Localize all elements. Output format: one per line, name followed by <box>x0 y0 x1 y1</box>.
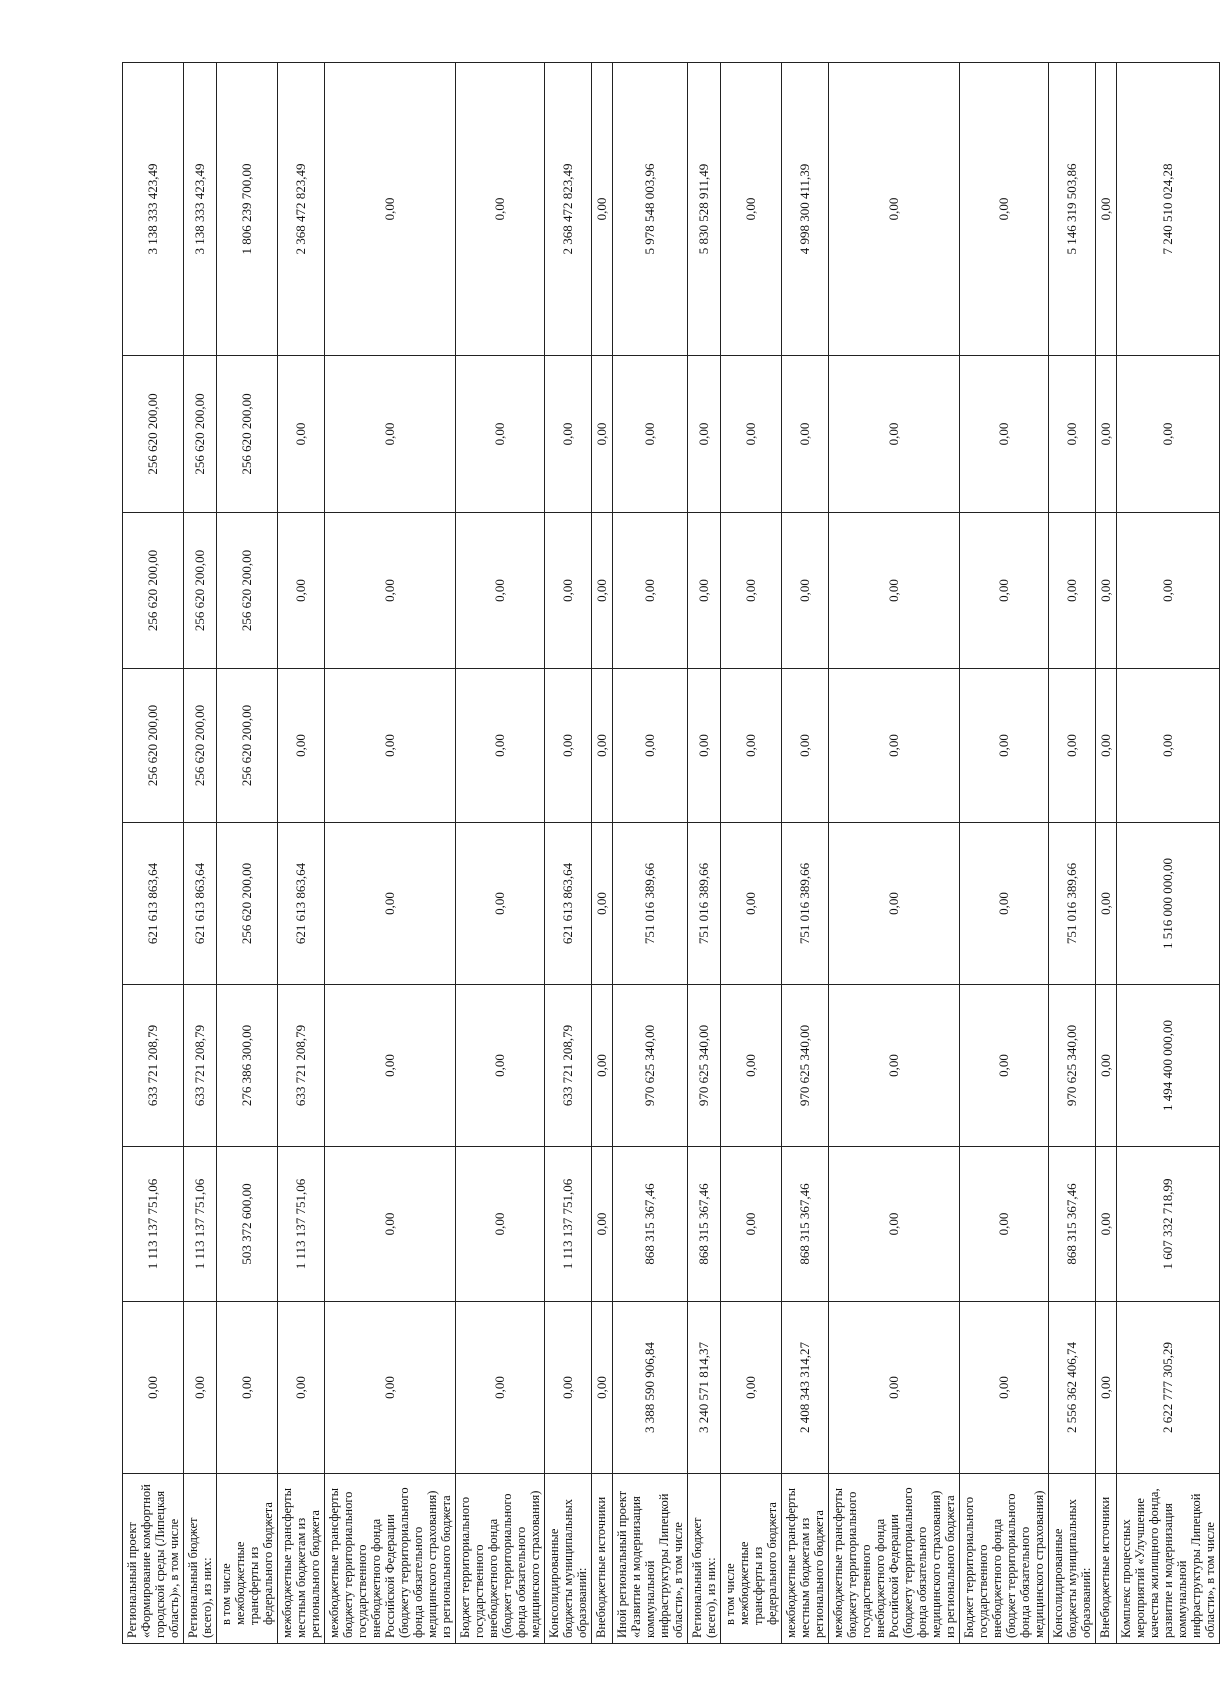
row-total-cell: 2 368 472 823,49 <box>278 63 325 356</box>
row-total-cell: 5 830 528 911,49 <box>688 63 721 356</box>
table-row <box>829 63 960 1644</box>
row-value-cell: 970 625 340,00 <box>782 985 829 1147</box>
row-value-cell: 2 556 362 406,74 <box>1049 1302 1096 1474</box>
row-label: Внебюджетные источники <box>1096 1474 1117 1644</box>
row-value-cell: 0,00 <box>829 985 960 1147</box>
row-value-cell: 0,00 <box>613 356 688 513</box>
row-value-cell: 0,00 <box>456 513 545 669</box>
row-value-cell: 0,00 <box>123 1302 184 1474</box>
row-value-cell: 0,00 <box>456 1302 545 1474</box>
row-label: межбюджетные трансферты бюджету территориального государственного внебюджетного фонда Российской Федерации (бюджету территориального фонда обязательного медицинского страхования) из регионального бюджета <box>325 1474 456 1644</box>
row-total-cell: 0,00 <box>592 63 613 356</box>
row-value-cell: 0,00 <box>592 356 613 513</box>
row-value-cell: 0,00 <box>960 669 1049 823</box>
row-total-cell: 7 240 510 024,28 <box>1117 63 1220 356</box>
row-value-cell: 0,00 <box>1117 513 1220 669</box>
row-value-cell: 0,00 <box>545 669 592 823</box>
row-value-cell: 0,00 <box>278 669 325 823</box>
table-row <box>123 63 184 1644</box>
row-value-cell: 0,00 <box>217 1302 278 1474</box>
row-value-cell: 0,00 <box>456 669 545 823</box>
row-value-cell: 0,00 <box>782 513 829 669</box>
row-label: Региональный бюджет (всего), из них: <box>184 1474 217 1644</box>
row-value-cell: 751 016 389,66 <box>782 823 829 985</box>
row-value-cell: 0,00 <box>1096 513 1117 669</box>
row-value-cell: 868 315 367,46 <box>613 1147 688 1302</box>
row-value-cell: 0,00 <box>325 356 456 513</box>
row-value-cell: 0,00 <box>960 1147 1049 1302</box>
row-value-cell: 0,00 <box>960 985 1049 1147</box>
table-row <box>960 63 1049 1644</box>
row-value-cell: 633 721 208,79 <box>184 985 217 1147</box>
row-value-cell: 1 113 137 751,06 <box>184 1147 217 1302</box>
row-value-cell: 0,00 <box>184 1302 217 1474</box>
row-value-cell: 0,00 <box>829 1302 960 1474</box>
row-value-cell: 970 625 340,00 <box>688 985 721 1147</box>
row-total-cell: 0,00 <box>721 63 782 356</box>
row-value-cell: 0,00 <box>1096 1302 1117 1474</box>
row-label: Бюджет территориального государственного внебюджетного фонда (бюджет территориального фонда обязательного медицинского страхования) <box>456 1474 545 1644</box>
row-value-cell: 0,00 <box>1096 1147 1117 1302</box>
row-value-cell: 0,00 <box>960 513 1049 669</box>
row-value-cell: 633 721 208,79 <box>123 985 184 1147</box>
row-value-cell: 0,00 <box>960 356 1049 513</box>
row-value-cell: 0,00 <box>325 985 456 1147</box>
row-value-cell: 0,00 <box>829 1147 960 1302</box>
row-total-cell: 0,00 <box>456 63 545 356</box>
table-row <box>613 63 688 1644</box>
row-value-cell: 0,00 <box>1117 356 1220 513</box>
row-value-cell: 1 607 332 718,99 <box>1117 1147 1220 1302</box>
row-label: Региональный бюджет (всего), из них: <box>688 1474 721 1644</box>
table-row <box>1117 63 1220 1644</box>
row-value-cell: 621 613 863,64 <box>278 823 325 985</box>
row-value-cell: 1 113 137 751,06 <box>123 1147 184 1302</box>
row-value-cell: 970 625 340,00 <box>1049 985 1096 1147</box>
row-value-cell: 0,00 <box>592 985 613 1147</box>
row-value-cell: 751 016 389,66 <box>613 823 688 985</box>
row-value-cell: 0,00 <box>688 356 721 513</box>
rotated-budget-table-page <box>122 63 1217 1644</box>
row-total-cell: 5 146 319 503,86 <box>1049 63 1096 356</box>
table-row <box>1049 63 1096 1644</box>
table-row <box>545 63 592 1644</box>
row-value-cell: 0,00 <box>829 513 960 669</box>
row-value-cell: 0,00 <box>1096 823 1117 985</box>
row-value-cell: 0,00 <box>456 985 545 1147</box>
row-value-cell: 633 721 208,79 <box>545 985 592 1147</box>
row-value-cell: 256 620 200,00 <box>123 669 184 823</box>
row-label: Консолидированные бюджеты муниципальных образований: <box>1049 1474 1096 1644</box>
row-value-cell: 0,00 <box>592 669 613 823</box>
row-value-cell: 503 372 600,00 <box>217 1147 278 1302</box>
row-value-cell: 0,00 <box>456 356 545 513</box>
row-value-cell: 0,00 <box>278 513 325 669</box>
row-label: межбюджетные трансферты местным бюджетам из регионального бюджета <box>782 1474 829 1644</box>
row-value-cell: 0,00 <box>829 356 960 513</box>
row-value-cell: 0,00 <box>545 513 592 669</box>
row-value-cell: 970 625 340,00 <box>613 985 688 1147</box>
row-value-cell: 256 620 200,00 <box>217 669 278 823</box>
row-value-cell: 868 315 367,46 <box>688 1147 721 1302</box>
row-value-cell: 1 494 400 000,00 <box>1117 985 1220 1147</box>
row-value-cell: 0,00 <box>545 356 592 513</box>
row-value-cell: 868 315 367,46 <box>1049 1147 1096 1302</box>
table-row <box>721 63 782 1644</box>
row-value-cell: 2 622 777 305,29 <box>1117 1302 1220 1474</box>
row-value-cell: 633 721 208,79 <box>278 985 325 1147</box>
row-label: в том числе межбюджетные трансферты из федерального бюджета <box>721 1474 782 1644</box>
row-value-cell: 0,00 <box>688 669 721 823</box>
row-value-cell: 0,00 <box>1096 985 1117 1147</box>
table-row <box>782 63 829 1644</box>
row-value-cell: 0,00 <box>721 823 782 985</box>
budget-table <box>122 62 1220 1644</box>
row-label: Консолидированные бюджеты муниципальных образований: <box>545 1474 592 1644</box>
row-total-cell: 0,00 <box>325 63 456 356</box>
row-value-cell: 0,00 <box>721 1302 782 1474</box>
row-label: в том числе межбюджетные трансферты из федерального бюджета <box>217 1474 278 1644</box>
row-value-cell: 621 613 863,64 <box>545 823 592 985</box>
row-value-cell: 1 113 137 751,06 <box>545 1147 592 1302</box>
row-value-cell: 0,00 <box>456 823 545 985</box>
row-value-cell: 256 620 200,00 <box>184 513 217 669</box>
table-row <box>456 63 545 1644</box>
row-value-cell: 0,00 <box>592 513 613 669</box>
row-value-cell: 0,00 <box>782 669 829 823</box>
row-value-cell: 256 620 200,00 <box>217 513 278 669</box>
row-label: Комплекс процессных мероприятий «Улучшение качества жилищного фонда, развитие и модернизация коммунальной инфраструктуры Липецкой области», в том числе <box>1117 1474 1220 1644</box>
row-value-cell: 256 620 200,00 <box>123 356 184 513</box>
row-value-cell: 751 016 389,66 <box>1049 823 1096 985</box>
row-total-cell: 0,00 <box>960 63 1049 356</box>
row-value-cell: 0,00 <box>1096 356 1117 513</box>
row-value-cell: 0,00 <box>1117 669 1220 823</box>
row-value-cell: 0,00 <box>325 1147 456 1302</box>
row-value-cell: 0,00 <box>721 513 782 669</box>
row-value-cell: 0,00 <box>325 513 456 669</box>
row-value-cell: 0,00 <box>592 823 613 985</box>
table-row <box>217 63 278 1644</box>
row-value-cell: 0,00 <box>325 669 456 823</box>
row-value-cell: 0,00 <box>613 513 688 669</box>
row-total-cell: 0,00 <box>829 63 960 356</box>
row-total-cell: 3 138 333 423,49 <box>123 63 184 356</box>
row-total-cell: 0,00 <box>1096 63 1117 356</box>
row-value-cell: 0,00 <box>829 823 960 985</box>
row-value-cell: 0,00 <box>721 356 782 513</box>
table-row <box>592 63 613 1644</box>
row-value-cell: 0,00 <box>545 1302 592 1474</box>
row-value-cell: 0,00 <box>960 1302 1049 1474</box>
row-value-cell: 621 613 863,64 <box>184 823 217 985</box>
row-value-cell: 256 620 200,00 <box>184 669 217 823</box>
row-label: Бюджет территориального государственного внебюджетного фонда (бюджет территориального фонда обязательного медицинского страхования) <box>960 1474 1049 1644</box>
row-value-cell: 3 388 590 906,84 <box>613 1302 688 1474</box>
row-value-cell: 256 620 200,00 <box>123 513 184 669</box>
table-row <box>278 63 325 1644</box>
row-value-cell: 2 408 343 314,27 <box>782 1302 829 1474</box>
row-value-cell: 0,00 <box>721 669 782 823</box>
row-total-cell: 1 806 239 700,00 <box>217 63 278 356</box>
row-label: Внебюджетные источники <box>592 1474 613 1644</box>
table-row <box>184 63 217 1644</box>
row-value-cell: 0,00 <box>688 513 721 669</box>
row-value-cell: 0,00 <box>782 356 829 513</box>
row-label: Региональный проект «Формирование комфортной городской среды (Липецкая область)», в том числе <box>123 1474 184 1644</box>
row-value-cell: 0,00 <box>721 1147 782 1302</box>
row-value-cell: 0,00 <box>613 669 688 823</box>
row-value-cell: 256 620 200,00 <box>217 356 278 513</box>
row-value-cell: 621 613 863,64 <box>123 823 184 985</box>
row-total-cell: 3 138 333 423,49 <box>184 63 217 356</box>
row-value-cell: 3 240 571 814,37 <box>688 1302 721 1474</box>
row-value-cell: 0,00 <box>592 1147 613 1302</box>
table-row <box>688 63 721 1644</box>
row-value-cell: 0,00 <box>592 1302 613 1474</box>
row-value-cell: 256 620 200,00 <box>217 823 278 985</box>
row-value-cell: 0,00 <box>1049 669 1096 823</box>
row-total-cell: 2 368 472 823,49 <box>545 63 592 356</box>
row-value-cell: 0,00 <box>1049 513 1096 669</box>
row-label: межбюджетные трансферты местным бюджетам из регионального бюджета <box>278 1474 325 1644</box>
row-value-cell: 256 620 200,00 <box>184 356 217 513</box>
row-value-cell: 1 113 137 751,06 <box>278 1147 325 1302</box>
row-value-cell: 0,00 <box>829 669 960 823</box>
table-row <box>1096 63 1117 1644</box>
row-total-cell: 4 998 300 411,39 <box>782 63 829 356</box>
row-value-cell: 0,00 <box>721 985 782 1147</box>
table-row <box>325 63 456 1644</box>
row-value-cell: 751 016 389,66 <box>688 823 721 985</box>
row-value-cell: 0,00 <box>278 356 325 513</box>
row-value-cell: 0,00 <box>278 1302 325 1474</box>
row-value-cell: 868 315 367,46 <box>782 1147 829 1302</box>
row-value-cell: 0,00 <box>960 823 1049 985</box>
row-total-cell: 5 978 548 003,96 <box>613 63 688 356</box>
row-value-cell: 0,00 <box>325 823 456 985</box>
row-value-cell: 1 516 000 000,00 <box>1117 823 1220 985</box>
row-value-cell: 0,00 <box>456 1147 545 1302</box>
row-value-cell: 0,00 <box>325 1302 456 1474</box>
row-value-cell: 0,00 <box>1096 669 1117 823</box>
row-label: межбюджетные трансферты бюджету территориального государственного внебюджетного фонда Российской Федерации (бюджету территориального фонда обязательного медицинского страхования) из регионального бюджета <box>829 1474 960 1644</box>
row-label: Иной региональный проект «Развитие и модернизация коммунальной инфраструктуры Липецкой области», в том числе <box>613 1474 688 1644</box>
row-value-cell: 276 386 300,00 <box>217 985 278 1147</box>
row-value-cell: 0,00 <box>1049 356 1096 513</box>
